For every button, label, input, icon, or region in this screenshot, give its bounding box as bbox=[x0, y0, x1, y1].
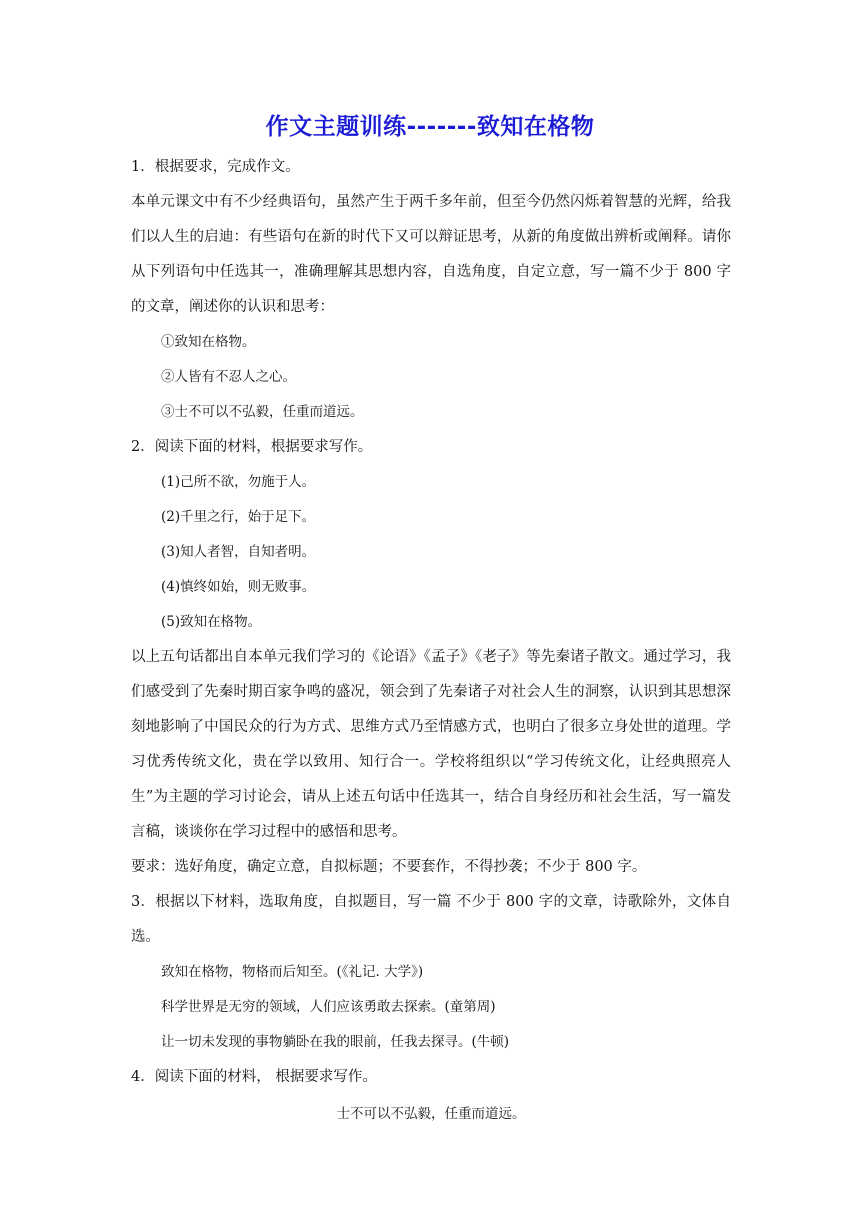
question-2-item: (5)致知在格物。 bbox=[161, 614, 262, 630]
document-title: 作文主题训练-------致知在格物 bbox=[265, 114, 595, 140]
question-3-item: 让一切未发现的事物躺卧在我的眼前，任我去探寻。(牛顿) bbox=[161, 1034, 510, 1050]
question-2-paragraph: 以上五句话都出自本单元我们学习的《论语》《孟子》《老子》等先秦诸子散文。通过学习，我们感受到了先秦时期百家争鸣的盛况，领会到了先秦诸子对社会人生的洞察，认识到其思想深刻地影响了中国民众的行为方式、思维方式乃至情感方式，也明白了很多立身处世的道理。学习优秀传统文化，贵在学以致用、知行合一。学校将组织以“学习传统文化，让经典照亮人生”为主题的学习讨论会，请从上述五句话中任选其一，结合自身经历和社会生活，写一篇发言稿，谈谈你在学习过程中的感悟和思考。 bbox=[131, 649, 731, 840]
question-4-quote: 士不可以不弘毅，任重而道远。 bbox=[336, 1106, 526, 1122]
question-1-item: ③士不可以不弘毅，任重而道远。 bbox=[161, 404, 364, 420]
question-3-item: 致知在格物，物格而后知至。(《礼记. 大学》) bbox=[161, 964, 424, 980]
document-content bbox=[131, 150, 731, 1132]
question-2-item: (2)千里之行，始于足下。 bbox=[161, 509, 316, 525]
question-4-heading: 4．阅读下面的材料， 根据要求写作。 bbox=[131, 1069, 377, 1085]
question-3-item: 科学世界是无穷的领域，人们应该勇敢去探索。(童第周) bbox=[161, 999, 496, 1015]
question-2-item: (1)己所不欲，勿施于人。 bbox=[161, 474, 316, 490]
question-2-item: (3)知人者智，自知者明。 bbox=[161, 544, 316, 560]
question-1-item: ②人皆有不忍人之心。 bbox=[161, 369, 296, 385]
question-2-heading: 2．阅读下面的材料，根据要求写作。 bbox=[131, 439, 373, 455]
question-1-paragraph: 本单元课文中有不少经典语句，虽然产生于两千多年前，但至今仍然闪烁着智慧的光辉，给我们以人生的启迪：有些语句在新的时代下又可以辩证思考，从新的角度做出辨析或阐释。请你从下列语句中任选其一，准确理解其思想内容，自选角度，自定立意，写一篇不少于 800 字的文章，阐述你的认识和思考： bbox=[131, 194, 731, 315]
question-2-item: (4)慎终如始，则无败事。 bbox=[161, 579, 316, 595]
question-3-heading: 3．根据以下材料，选取角度，自拟题目，写一篇 不少于 800 字的文章，诗歌除外，文体自选。 bbox=[131, 894, 731, 945]
question-1-item: ①致知在格物。 bbox=[161, 334, 256, 350]
question-2-requirement: 要求：选好角度，确定立意，自拟标题；不要套作，不得抄袭；不少于 800 字。 bbox=[131, 859, 647, 875]
question-1-heading: 1．根据要求，完成作文。 bbox=[131, 159, 300, 175]
